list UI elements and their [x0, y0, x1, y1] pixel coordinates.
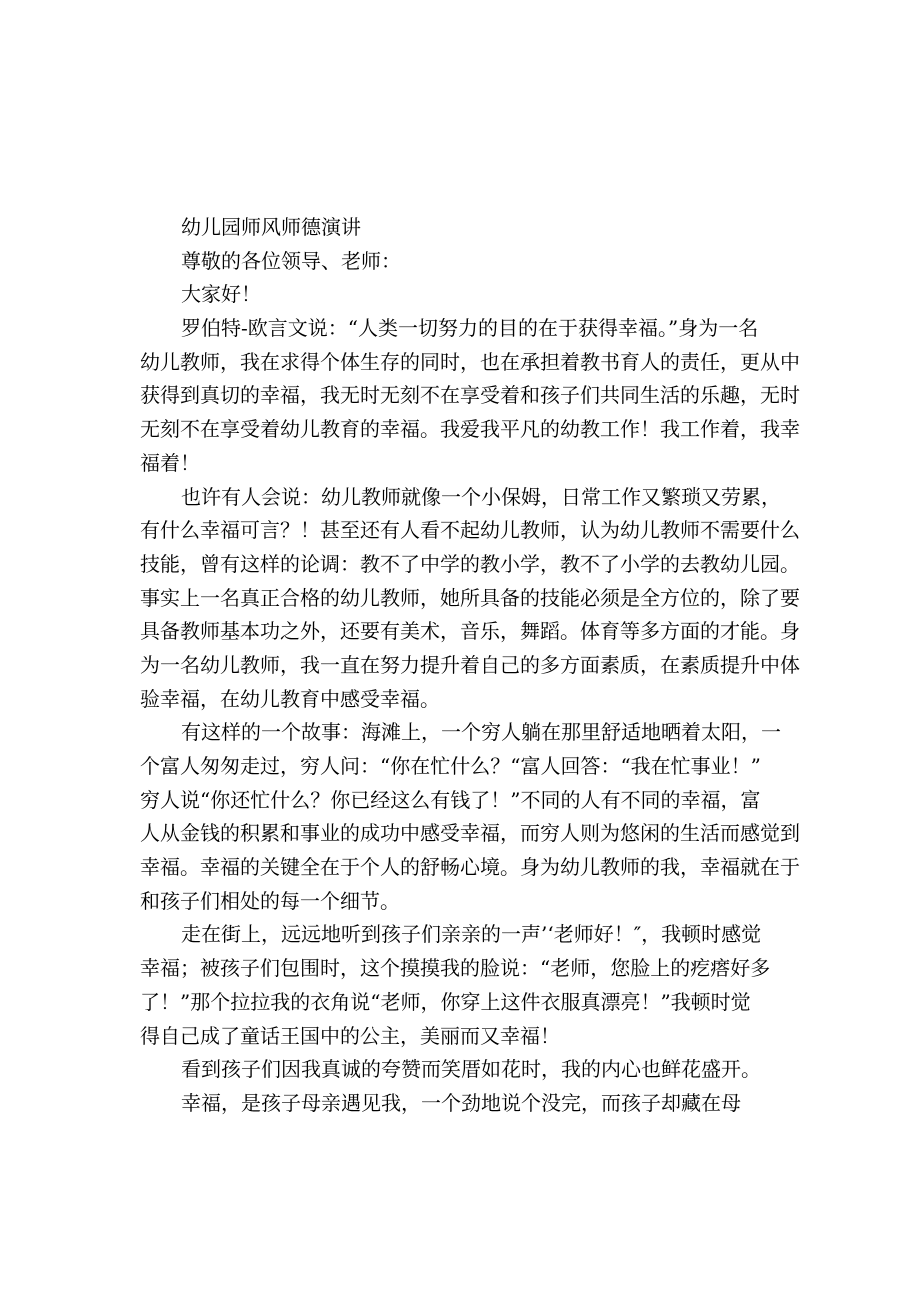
paragraph-line: 罗伯特-欧言文说：“人类一切努力的目的在于获得幸福。”身为一名: [181, 316, 759, 341]
paragraph-line: 个富人匆匆走过，穷人问：“你在忙什么？“富人回答：“我在忙事业！”: [140, 754, 761, 778]
document-title: 幼儿园师风师德演讲: [181, 215, 361, 239]
document-page: [140, 211, 800, 1121]
paragraph-line: 和孩子们相处的每一个细节。: [140, 888, 400, 913]
paragraph-line: 具备教师基本功之外，还要有美术，音乐，舞蹈。体育等多方面的才能。身: [140, 619, 800, 644]
paragraph-line: 有这样的一个故事：海滩上，一个穷人躺在那里舒适地晒着太阳，一: [181, 720, 781, 745]
salutation: 尊敬的各位领导、老师：: [181, 248, 401, 273]
paragraph-6: [140, 1087, 795, 1121]
paragraph-line: 走在街上，远远地听到孩子们亲亲的一声’‘老师好！″，我顿时感觉: [181, 922, 762, 947]
paragraph-5: [140, 1053, 795, 1087]
paragraph-line: 无刻不在享受着幼儿教育的幸福。我爱我平凡的幼教工作！我工作着，我幸: [140, 417, 800, 442]
paragraph-line: 有什么幸福可言？！甚至还有人看不起幼儿教师，认为幼儿教师不需要什么: [140, 518, 800, 543]
paragraph-line: 幸福，是孩子母亲遇见我，一个劲地说个没完，而孩子却藏在母: [181, 1090, 741, 1115]
paragraph-line: 获得到真切的幸福，我无时无刻不在享受着和孩子们共同生活的乐趣，无时: [140, 383, 800, 408]
paragraph-2: [140, 481, 800, 717]
paragraph-line: 福着！: [140, 450, 200, 475]
paragraph-line: 看到孩子们因我真诚的夸赞而笑厝如花时，我的内心也鲜花盛开。: [181, 1057, 761, 1082]
paragraph-line: 为一名幼儿教师，我一直在努力提升着自己的多方面素质，在素质提升中体: [140, 652, 800, 677]
greeting: 大家好！: [181, 282, 261, 307]
paragraph-1: [140, 312, 800, 480]
paragraph-line: 了！”那个拉拉我的衣角说“老师，你穿上这件衣服真漂亮！”我顿时觉: [140, 989, 751, 1014]
paragraph-line: 也许有人会说：幼儿教师就像一个小保姆，日常工作又繁琐又劳累，: [181, 484, 781, 509]
paragraph-line: 幸福；被孩子们包围时，这个摸摸我的脸说：“老师，您脸上的疙瘩好多: [140, 956, 771, 981]
paragraph-line: 验幸福，在幼儿教育中感受幸福。: [140, 686, 440, 711]
paragraph-3: [140, 716, 800, 918]
paragraph-line: 事实上一名真正合格的幼儿教师，她所具备的技能必须是全方位的，除了要: [140, 585, 800, 610]
paragraph-line: 得自己成了童话王国中的公主，美丽而又幸福！: [140, 1023, 560, 1048]
paragraph-line: 穷人说“你还忙什么？你已经这么有钱了！”不同的人有不同的幸福，富: [140, 787, 761, 812]
paragraph-line: 幸福。幸福的关键全在于个人的舒畅心境。身为幼儿教师的我，幸福就在于: [140, 855, 800, 880]
paragraph-line: 人从金钱的积累和事业的成功中感受幸福，而穷人则为悠闲的生活而感觉到: [140, 821, 800, 846]
paragraph-line: 技能，曾有这样的论调：教不了中学的教小学，教不了小学的去教幼儿园。: [140, 551, 800, 576]
paragraph-4: [140, 918, 795, 1053]
paragraph-line: 幼儿教师，我在求得个体生存的同时，也在承担着教书育人的责任，更从中: [140, 349, 800, 374]
